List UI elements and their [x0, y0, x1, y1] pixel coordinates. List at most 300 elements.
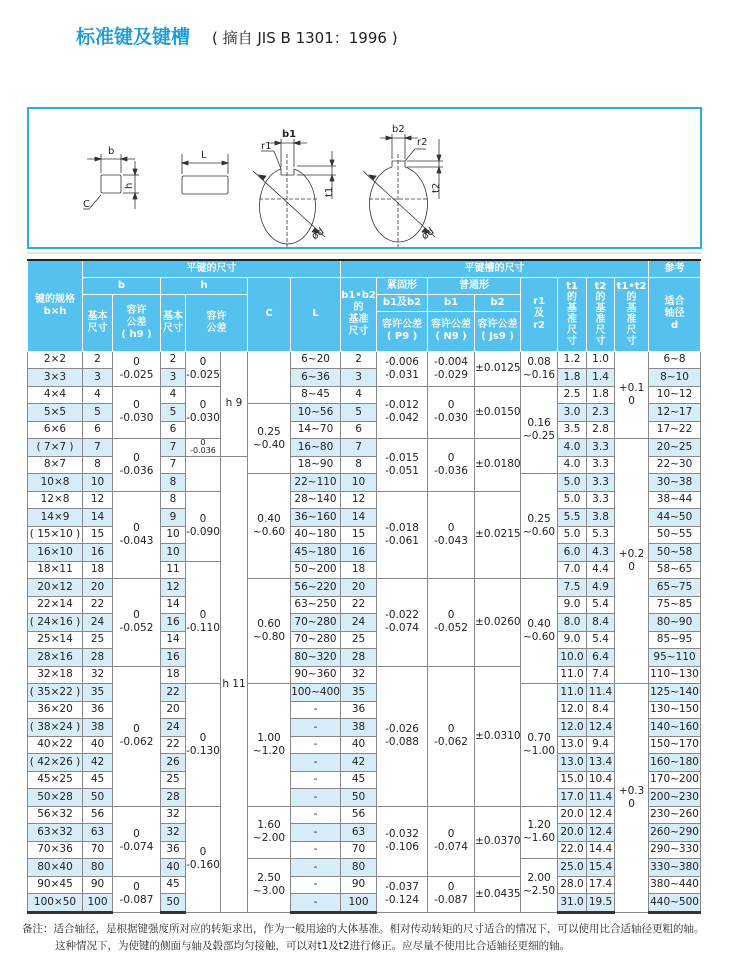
cell-h-tol — [186, 456, 221, 491]
cell-t2: 8.4 — [587, 614, 615, 632]
cell-b-tol: 0 -0.074 — [113, 806, 161, 876]
cell-b1b2: 63 — [341, 824, 377, 842]
cell-t1: 28.0 — [558, 876, 587, 894]
cell-spec: 50×28 — [28, 789, 83, 807]
cell-l: - — [291, 894, 341, 913]
cell-l: 36~160 — [291, 509, 341, 527]
cell-t1: 15.0 — [558, 771, 587, 789]
cell-r: 0.16 ~0.25 — [521, 386, 558, 474]
cell-l: - — [291, 789, 341, 807]
cell-spec: 63×32 — [28, 824, 83, 842]
cell-t2: 1.0 — [587, 351, 615, 369]
cell-spec: 100×50 — [28, 894, 83, 913]
cell-d: 17~22 — [649, 421, 701, 439]
cell-h: 9 — [161, 509, 186, 527]
cell-b1b2: 15 — [341, 526, 377, 544]
cell-h: 24 — [161, 719, 186, 737]
label-t1: t1 — [324, 186, 335, 197]
cell-h: 11 — [161, 561, 186, 579]
cell-t1: 17.0 — [558, 789, 587, 807]
header-js9: 容许公差 ( Js9 ) — [475, 311, 521, 351]
cell-l: 16~80 — [291, 439, 341, 457]
cell-p9: -0.022 -0.074 — [377, 579, 428, 667]
label-d2: ød — [419, 226, 437, 243]
cell-b1b2: 5 — [341, 404, 377, 422]
label-r1: r1 — [261, 141, 272, 152]
header-normal: 普通形 — [428, 277, 521, 294]
cell-l: 22~110 — [291, 474, 341, 492]
cell-r: 0.25 ~0.60 — [521, 474, 558, 579]
cell-spec: 20×12 — [28, 579, 83, 597]
cell-spec: ( 7×7 ) — [28, 439, 83, 457]
cell-spec: 4×4 — [28, 386, 83, 404]
cell-d: 80~90 — [649, 614, 701, 632]
cell-spec: ( 35×22 ) — [28, 684, 83, 702]
cell-spec: 10×8 — [28, 474, 83, 492]
cell-spec: 40×22 — [28, 736, 83, 754]
cell-spec: 32×18 — [28, 666, 83, 684]
cell-b1b2: 42 — [341, 754, 377, 772]
cell-n9: 0 -0.052 — [428, 579, 475, 667]
cell-b-tol: 0 -0.062 — [113, 666, 161, 806]
cell-r: 1.20 ~1.60 — [521, 806, 558, 859]
cell-h: 36 — [161, 841, 186, 859]
header-d: 适合 轴径 d — [649, 277, 701, 351]
cell-b1b2: 7 — [341, 439, 377, 457]
footnote-line-2: 这种情况下，为使键的侧面与轴及毂部均匀接触，可以对t1及t2进行修正。应尽量不使用比合适轴径更细的轴。 — [55, 940, 571, 952]
cell-h: 7 — [161, 456, 186, 474]
label-C: C — [83, 199, 90, 210]
cell-t2: 11.4 — [587, 789, 615, 807]
cell-b: 45 — [83, 771, 113, 789]
cell-t1: 5.0 — [558, 526, 587, 544]
table-row — [28, 351, 701, 369]
cell-d: 75~85 — [649, 596, 701, 614]
cell-l: - — [291, 824, 341, 842]
cell-n9: 0 -0.030 — [428, 386, 475, 439]
label-d1: ød — [309, 226, 327, 243]
cell-h-tol: 0 -0.030 — [186, 386, 221, 439]
cell-t1t2: +0.1 0 — [615, 351, 649, 439]
header-n9: 容许公差 ( N9 ) — [428, 311, 475, 351]
footnote — [22, 921, 705, 955]
cell-spec: 45×25 — [28, 771, 83, 789]
cell-d: 230~260 — [649, 806, 701, 824]
cell-d: 95~110 — [649, 649, 701, 667]
cell-d: 130~150 — [649, 701, 701, 719]
cell-l: 70~280 — [291, 631, 341, 649]
table-row — [28, 806, 701, 824]
cell-b1b2: 3 — [341, 369, 377, 387]
cell-spec: 90×45 — [28, 876, 83, 894]
cell-l: 14~70 — [291, 421, 341, 439]
cell-d: 10~12 — [649, 386, 701, 404]
cell-t2: 2.8 — [587, 421, 615, 439]
cell-b-tol: 0 -0.087 — [113, 876, 161, 912]
cell-l: 18~90 — [291, 456, 341, 474]
cell-js9: ±0.0260 — [475, 579, 521, 667]
cell-b1b2: 90 — [341, 876, 377, 894]
cell-spec: ( 24×16 ) — [28, 614, 83, 632]
cell-t1: 6.0 — [558, 544, 587, 562]
cell-spec: 12×8 — [28, 491, 83, 509]
header-b2: b2 — [475, 294, 521, 311]
cell-h: 18 — [161, 666, 186, 684]
cell-t1: 9.0 — [558, 631, 587, 649]
cell-d: 8~10 — [649, 369, 701, 387]
cell-h: 4 — [161, 386, 186, 404]
cell-b: 28 — [83, 649, 113, 667]
cell-t1: 12.0 — [558, 701, 587, 719]
cell-spec: 56×32 — [28, 806, 83, 824]
cell-b-tol: 0 -0.030 — [113, 386, 161, 439]
cell-b: 90 — [83, 876, 113, 894]
hub-keyway-view — [363, 124, 443, 247]
cell-b: 2 — [83, 351, 113, 369]
cell-t1: 9.0 — [558, 596, 587, 614]
header-b-basic: 基本 尺寸 — [83, 294, 113, 351]
cell-c: 1.60 ~2.00 — [248, 806, 291, 859]
cell-b: 3 — [83, 369, 113, 387]
cell-d: 330~380 — [649, 859, 701, 877]
cell-c: 2.50 ~3.00 — [248, 859, 291, 913]
cell-t2: 6.4 — [587, 649, 615, 667]
header-tight: 紧固形 — [377, 277, 428, 294]
cell-b-tol: 0 -0.043 — [113, 491, 161, 579]
cell-h: 12 — [161, 579, 186, 597]
cell-b1b2: 20 — [341, 579, 377, 597]
cell-l: 8~45 — [291, 386, 341, 404]
cell-h: 32 — [161, 824, 186, 842]
header-h-tol: 容许 公差 — [186, 294, 248, 351]
cell-l: 45~180 — [291, 544, 341, 562]
header-t1: t1 的 基 准 尺 寸 — [558, 277, 587, 351]
cell-l: 63~250 — [291, 596, 341, 614]
cell-b1b2: 12 — [341, 491, 377, 509]
cell-d: 85~95 — [649, 631, 701, 649]
cell-h: 25 — [161, 771, 186, 789]
cell-b: 100 — [83, 894, 113, 913]
cell-d: 440~500 — [649, 894, 701, 913]
cell-t1: 13.0 — [558, 754, 587, 772]
cell-d: 380~440 — [649, 876, 701, 894]
cell-t2: 2.3 — [587, 404, 615, 422]
cell-d: 160~180 — [649, 754, 701, 772]
cell-b1b2: 10 — [341, 474, 377, 492]
cell-spec: 70×36 — [28, 841, 83, 859]
cell-b: 14 — [83, 509, 113, 527]
cell-h: 20 — [161, 701, 186, 719]
table-row — [28, 876, 701, 894]
header-b1b2: b1•b2 的 基准 尺寸 — [341, 277, 377, 351]
cell-b1b2: 24 — [341, 614, 377, 632]
cell-h: 50 — [161, 894, 186, 913]
cell-d: 50~58 — [649, 544, 701, 562]
cell-spec: 2×2 — [28, 351, 83, 369]
cell-t1t2: +0.2 0 — [615, 439, 649, 684]
cell-b: 40 — [83, 736, 113, 754]
page-subtitle: ( 摘自 JIS B 1301：1996 ) — [212, 29, 398, 47]
cell-d: 30~38 — [649, 474, 701, 492]
header-r: r1 及 r2 — [521, 277, 558, 351]
cell-t1: 31.0 — [558, 894, 587, 913]
cell-b1b2: 14 — [341, 509, 377, 527]
cell-d: 150~170 — [649, 736, 701, 754]
cell-t2: 5.3 — [587, 526, 615, 544]
cell-b: 15 — [83, 526, 113, 544]
cell-d: 44~50 — [649, 509, 701, 527]
cell-l: - — [291, 701, 341, 719]
cell-spec: 5×5 — [28, 404, 83, 422]
cell-n9: 0 -0.087 — [428, 876, 475, 912]
cell-t2: 15.4 — [587, 859, 615, 877]
cell-b1b2: 28 — [341, 649, 377, 667]
cell-b: 12 — [83, 491, 113, 509]
cell-l: 100~400 — [291, 684, 341, 702]
cell-l: 6~36 — [291, 369, 341, 387]
header-b1: b1 — [428, 294, 475, 311]
cell-p9: -0.037 -0.124 — [377, 876, 428, 912]
cell-t2: 3.8 — [587, 509, 615, 527]
cell-b: 80 — [83, 859, 113, 877]
cell-d: 170~200 — [649, 771, 701, 789]
cell-h: 8 — [161, 491, 186, 509]
cell-b1b2: 22 — [341, 596, 377, 614]
cell-c — [248, 351, 291, 404]
cell-spec: 80×40 — [28, 859, 83, 877]
cell-h-class: h 9 — [221, 351, 248, 456]
label-b1: b1 — [282, 129, 297, 140]
cell-d: 6~8 — [649, 351, 701, 369]
cell-t2: 3.3 — [587, 456, 615, 474]
cell-h: 28 — [161, 789, 186, 807]
cell-js9: ±0.0180 — [475, 439, 521, 492]
cell-b1b2: 8 — [341, 456, 377, 474]
header-L: L — [291, 277, 341, 351]
header-t2: t2 的 基 准 尺 寸 — [587, 277, 615, 351]
cell-spec: 6×6 — [28, 421, 83, 439]
cell-t2: 4.4 — [587, 561, 615, 579]
cell-r: 0.08 ~0.16 — [521, 351, 558, 386]
cell-l: - — [291, 719, 341, 737]
cell-h: 16 — [161, 614, 186, 632]
cell-h: 5 — [161, 404, 186, 422]
cell-b: 36 — [83, 701, 113, 719]
cell-h: 26 — [161, 754, 186, 772]
cell-t2: 19.5 — [587, 894, 615, 913]
table-row — [28, 439, 701, 457]
cell-b1b2: 36 — [341, 701, 377, 719]
cell-h: 2 — [161, 351, 186, 369]
cell-t2: 12.4 — [587, 719, 615, 737]
cell-t2: 5.4 — [587, 596, 615, 614]
cell-l: - — [291, 736, 341, 754]
table-row — [28, 386, 701, 404]
cell-b1b2: 6 — [341, 421, 377, 439]
header-key-dims: 平键的尺寸 — [83, 260, 341, 277]
cell-d: 12~17 — [649, 404, 701, 422]
cell-b1b2: 32 — [341, 666, 377, 684]
shaft-keyway-view — [253, 129, 336, 247]
cell-p9: -0.032 -0.106 — [377, 806, 428, 876]
cell-h-tol: 0 -0.160 — [186, 806, 221, 912]
cell-b1b2: 38 — [341, 719, 377, 737]
label-L: L — [201, 150, 207, 161]
cell-t1: 11.0 — [558, 666, 587, 684]
cell-b: 16 — [83, 544, 113, 562]
cell-l: - — [291, 806, 341, 824]
cell-d: 20~25 — [649, 439, 701, 457]
cell-b1b2: 56 — [341, 806, 377, 824]
cell-h: 32 — [161, 806, 186, 824]
cell-b: 35 — [83, 684, 113, 702]
cell-spec: ( 38×24 ) — [28, 719, 83, 737]
header-b1andb2: b1及b2 — [377, 294, 428, 311]
cell-t1: 5.0 — [558, 491, 587, 509]
cell-h: 14 — [161, 596, 186, 614]
cell-t1: 10.0 — [558, 649, 587, 667]
cell-js9: ±0.0125 — [475, 351, 521, 386]
cell-n9: -0.004 -0.029 — [428, 351, 475, 386]
cell-b: 38 — [83, 719, 113, 737]
cell-b: 7 — [83, 439, 113, 457]
cell-d: 50~55 — [649, 526, 701, 544]
cell-t2: 11.4 — [587, 684, 615, 702]
cell-t1: 4.0 — [558, 456, 587, 474]
cell-b1b2: 40 — [341, 736, 377, 754]
cell-l: - — [291, 876, 341, 894]
cell-t2: 10.4 — [587, 771, 615, 789]
cell-t1: 5.5 — [558, 509, 587, 527]
cell-h-tol: 0 -0.090 — [186, 491, 221, 561]
cell-b-tol: 0 -0.052 — [113, 579, 161, 667]
cell-c: 0.25 ~0.40 — [248, 404, 291, 474]
header-p9: 容许公差 ( P9 ) — [377, 311, 428, 351]
cell-d: 58~65 — [649, 561, 701, 579]
cell-b: 18 — [83, 561, 113, 579]
cell-t2: 3.3 — [587, 491, 615, 509]
cell-h: 22 — [161, 684, 186, 702]
cell-js9: ±0.0310 — [475, 666, 521, 806]
cell-d: 200~230 — [649, 789, 701, 807]
cell-spec: 25×14 — [28, 631, 83, 649]
cell-n9: 0 -0.074 — [428, 806, 475, 876]
cell-l: - — [291, 841, 341, 859]
cell-l: 70~280 — [291, 614, 341, 632]
cell-h: 16 — [161, 649, 186, 667]
cell-d: 22~30 — [649, 456, 701, 474]
cell-l: - — [291, 859, 341, 877]
cell-t1: 25.0 — [558, 859, 587, 877]
cell-b: 42 — [83, 754, 113, 772]
page-title: 标准键及键槽 — [76, 26, 191, 48]
cell-t2: 14.4 — [587, 841, 615, 859]
cell-l: 6~20 — [291, 351, 341, 369]
cell-t1: 7.5 — [558, 579, 587, 597]
cell-d: 260~290 — [649, 824, 701, 842]
cell-b1b2: 16 — [341, 544, 377, 562]
cell-t1: 20.0 — [558, 824, 587, 842]
cell-b: 6 — [83, 421, 113, 439]
cell-l: 40~180 — [291, 526, 341, 544]
cell-h: 14 — [161, 631, 186, 649]
cell-t2: 4.3 — [587, 544, 615, 562]
cell-t1t2: +0.3 0 — [615, 684, 649, 913]
cell-p9: -0.012 -0.042 — [377, 386, 428, 439]
cell-t1: 1.2 — [558, 351, 587, 369]
cell-b: 63 — [83, 824, 113, 842]
cell-t2: 7.4 — [587, 666, 615, 684]
cell-b-tol: 0 -0.036 — [113, 439, 161, 492]
table-body — [28, 351, 701, 912]
cell-b: 32 — [83, 666, 113, 684]
cell-spec: 14×9 — [28, 509, 83, 527]
cell-spec: 36×20 — [28, 701, 83, 719]
cell-d: 140~160 — [649, 719, 701, 737]
cell-r: 0.40 ~0.60 — [521, 579, 558, 684]
cell-spec: 8×7 — [28, 456, 83, 474]
cell-l: 56~220 — [291, 579, 341, 597]
label-b: b — [108, 146, 115, 157]
cell-t1: 4.0 — [558, 439, 587, 457]
cell-t1: 2.5 — [558, 386, 587, 404]
cell-spec: 18×11 — [28, 561, 83, 579]
cell-h: 10 — [161, 544, 186, 562]
cell-h-tol: 0 -0.036 — [186, 439, 221, 457]
cell-l: 28~140 — [291, 491, 341, 509]
cell-l: - — [291, 771, 341, 789]
cell-h: 8 — [161, 474, 186, 492]
cell-t2: 12.4 — [587, 806, 615, 824]
cell-b: 20 — [83, 579, 113, 597]
cell-b1b2: 100 — [341, 894, 377, 913]
cell-t2: 3.3 — [587, 439, 615, 457]
cell-t1: 13.0 — [558, 736, 587, 754]
header-t1t2: t1•t2 的 基 准 尺 寸 — [615, 277, 649, 351]
cell-b: 10 — [83, 474, 113, 492]
cell-h-class: h 11 — [221, 456, 248, 912]
cell-b: 56 — [83, 806, 113, 824]
header-C: C — [248, 277, 291, 351]
header-slot-dims: 平键槽的尺寸 — [341, 260, 649, 277]
cell-b-tol: 0 -0.025 — [113, 351, 161, 386]
cell-t2: 3.3 — [587, 474, 615, 492]
cell-c: 0.40 ~0.60 — [248, 474, 291, 579]
label-b2: b2 — [392, 124, 405, 135]
table-row — [28, 491, 701, 509]
cell-d: 290~330 — [649, 841, 701, 859]
cell-spec: 16×10 — [28, 544, 83, 562]
cell-t2: 4.9 — [587, 579, 615, 597]
cell-h-tol: 0 -0.130 — [186, 684, 221, 807]
cell-b1b2: 25 — [341, 631, 377, 649]
key-spec-table — [27, 259, 701, 914]
cell-b1b2: 4 — [341, 386, 377, 404]
table-row — [28, 579, 701, 597]
cell-d: 38~44 — [649, 491, 701, 509]
cell-d: 125~140 — [649, 684, 701, 702]
key-cross-section — [83, 146, 139, 210]
cell-js9: ±0.0435 — [475, 876, 521, 912]
cell-h: 45 — [161, 876, 186, 894]
divider — [27, 252, 702, 254]
cell-js9: ±0.0370 — [475, 806, 521, 876]
table-row — [28, 666, 701, 684]
cell-b1b2: 18 — [341, 561, 377, 579]
cell-t2: 1.8 — [587, 386, 615, 404]
cell-d: 65~75 — [649, 579, 701, 597]
label-r2: r2 — [417, 137, 428, 148]
